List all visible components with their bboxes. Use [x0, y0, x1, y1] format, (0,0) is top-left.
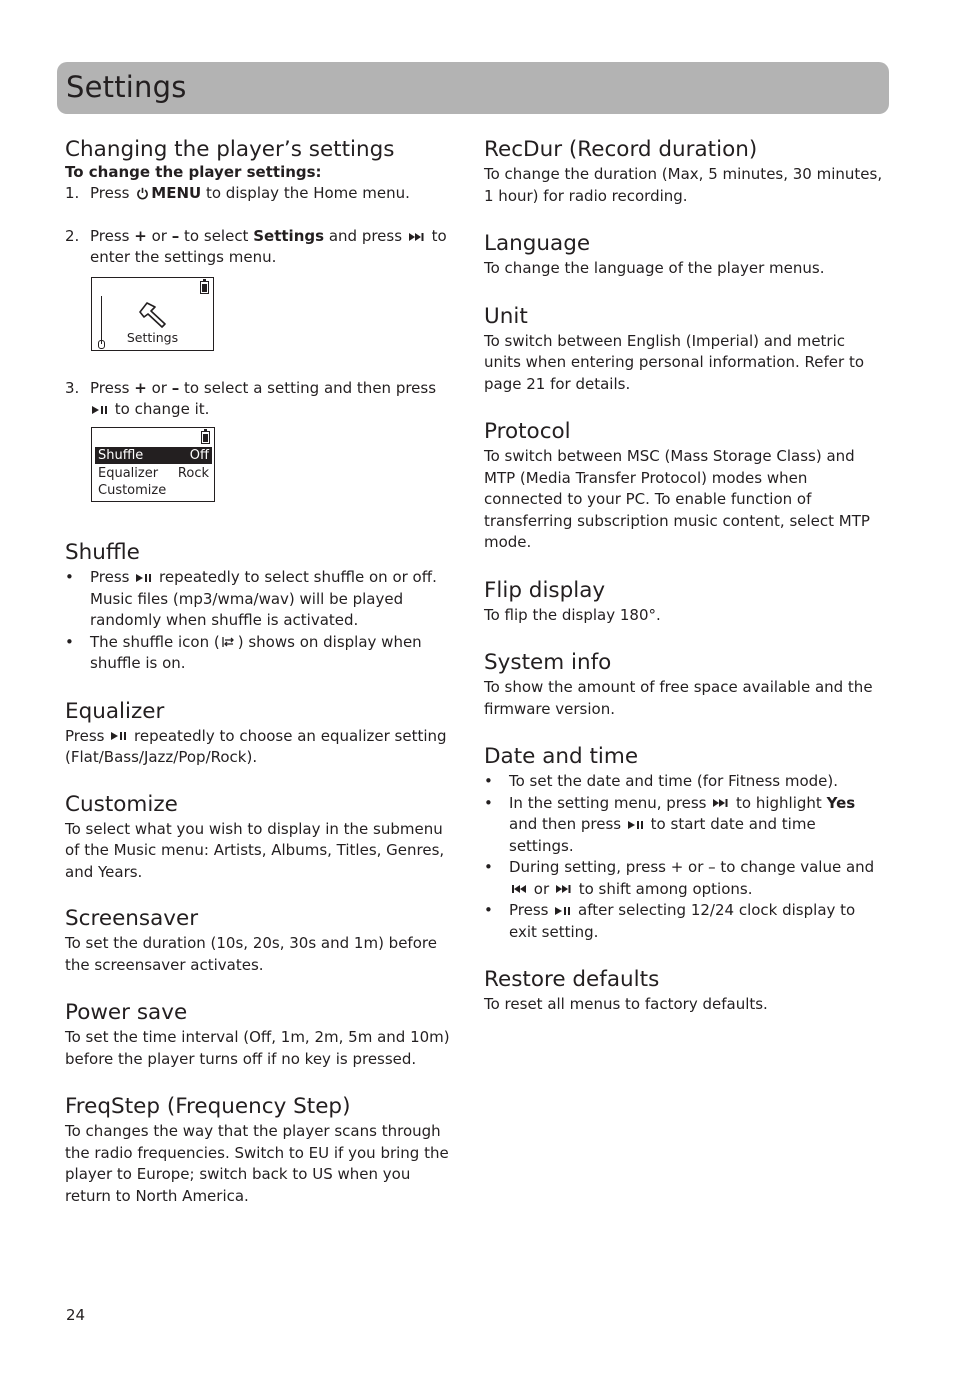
list-item: • Press repeatedly to select shuffle on or off. Music files (mp3/wma/wav) will be played randomly when shuffle is activated.: [65, 567, 460, 632]
wrench-icon: [137, 300, 169, 328]
equalizer-text: Press repeatedly to choose an equalizer setting (Flat/Bass/Jazz/Pop/Rock).: [65, 726, 447, 766]
section-title-datetime: Date and time: [484, 744, 639, 769]
page-title: Settings: [66, 70, 187, 104]
list-item: • The shuffle icon ( ) shows on display when shuffle is on.: [65, 632, 460, 675]
skip-forward-icon: [713, 798, 729, 808]
flip-text: To flip the display 180°.: [484, 605, 661, 624]
menu-row-shuffle: Shuffle Off: [95, 447, 212, 464]
section-title-equalizer: Equalizer: [65, 698, 165, 724]
skip-back-icon: [511, 884, 527, 894]
page-number: 24: [66, 1306, 86, 1324]
step-2: 2. Press + or – to select Settings and press to enter the settings menu.: [65, 227, 447, 266]
powersave-text: To set the time interval (Off, 1m, 2m, 5m and 10m) before the player turns off if no key is pressed.: [65, 1028, 450, 1068]
right-column: [484, 136, 884, 1016]
section-title-freqstep: FreqStep (Frequency Step): [65, 1094, 351, 1119]
steps-list-cont: [65, 378, 460, 420]
section-title-customize: Customize: [65, 791, 178, 817]
section-title-flip: Flip display: [484, 577, 606, 603]
step-3: 3. Press + or – to select a setting and then press to change it.: [65, 379, 437, 418]
protocol-text: To switch between MSC (Mass Storage Class) and MTP (Media Transfer Protocol) modes when connected to your PC. To enable function of transferring subscription music content, select MTP mode.: [484, 447, 870, 551]
screensaver-text: To set the duration (10s, 20s, 30s and 1m) before the screensaver activates.: [65, 934, 437, 974]
section-title-protocol: Protocol: [484, 419, 571, 444]
play-pause-icon: [555, 906, 571, 916]
sysinfo-text: To show the amount of free space available and the firmware version.: [484, 678, 873, 718]
header-banner: [57, 62, 889, 114]
shuffle-icon: [222, 636, 236, 648]
play-pause-icon: [136, 573, 152, 583]
play-pause-icon: [111, 731, 127, 741]
list-item: • To set the date and time (for Fitness mode).: [484, 771, 884, 793]
section-title-language: Language: [484, 231, 591, 256]
restore-text: To reset all menus to factory defaults.: [484, 995, 768, 1013]
settings-screen-preview: [91, 277, 214, 351]
datetime-list: [484, 771, 884, 943]
recdur-text: To change the duration (Max, 5 minutes, 30 minutes, 1 hour) for radio recording.: [484, 165, 883, 205]
settings-screen-label: Settings: [126, 330, 179, 345]
play-pause-icon: [92, 405, 108, 415]
settings-menu-preview: [91, 427, 215, 502]
left-column: [65, 136, 460, 1207]
language-text: To change the language of the player menus.: [484, 259, 825, 277]
section-title-changing: Changing the player’s settings: [65, 137, 395, 162]
section-title-unit: Unit: [484, 303, 528, 329]
shuffle-list: [65, 567, 460, 675]
play-pause-icon: [628, 820, 644, 830]
section-title-screensaver: Screensaver: [65, 906, 199, 931]
battery-icon: [201, 431, 210, 444]
section-title-powersave: Power save: [65, 1000, 188, 1025]
menu-row-customize: Customize: [98, 483, 167, 498]
changing-subtitle: To change the player settings:: [65, 163, 322, 181]
list-item: • In the setting menu, press to highlight Yes and then press to start date and time settings.: [484, 793, 884, 858]
section-title-shuffle: Shuffle: [65, 540, 140, 565]
freqstep-text: To changes the way that the player scans through the radio frequencies. Switch to EU if you bring the player to Europe; switch back to US when you return to North America.: [65, 1122, 449, 1205]
menu-row-equalizer: Equalizer Rock: [98, 466, 209, 481]
customize-text: To select what you wish to display in the submenu of the Music menu: Artists, Albums, Titles, Genres, and Years.: [65, 819, 445, 881]
steps-list: [65, 183, 460, 268]
skip-forward-icon: [556, 884, 572, 894]
list-item: • During setting, press + or – to change value and or to shift among options.: [484, 857, 884, 900]
power-icon: [136, 187, 149, 200]
section-title-recdur: RecDur (Record duration): [484, 137, 758, 162]
step-1: 1. Press MENU to display the Home menu.: [65, 184, 410, 202]
skip-forward-icon: [409, 232, 425, 242]
unit-text: To switch between English (Imperial) and metric units when entering personal information. Refer to page 21 for details.: [484, 331, 865, 393]
battery-icon: [200, 281, 209, 294]
section-title-restore: Restore defaults: [484, 967, 660, 992]
list-item: • Press after selecting 12/24 clock display to exit setting.: [484, 900, 884, 943]
section-title-sysinfo: System info: [484, 650, 612, 675]
